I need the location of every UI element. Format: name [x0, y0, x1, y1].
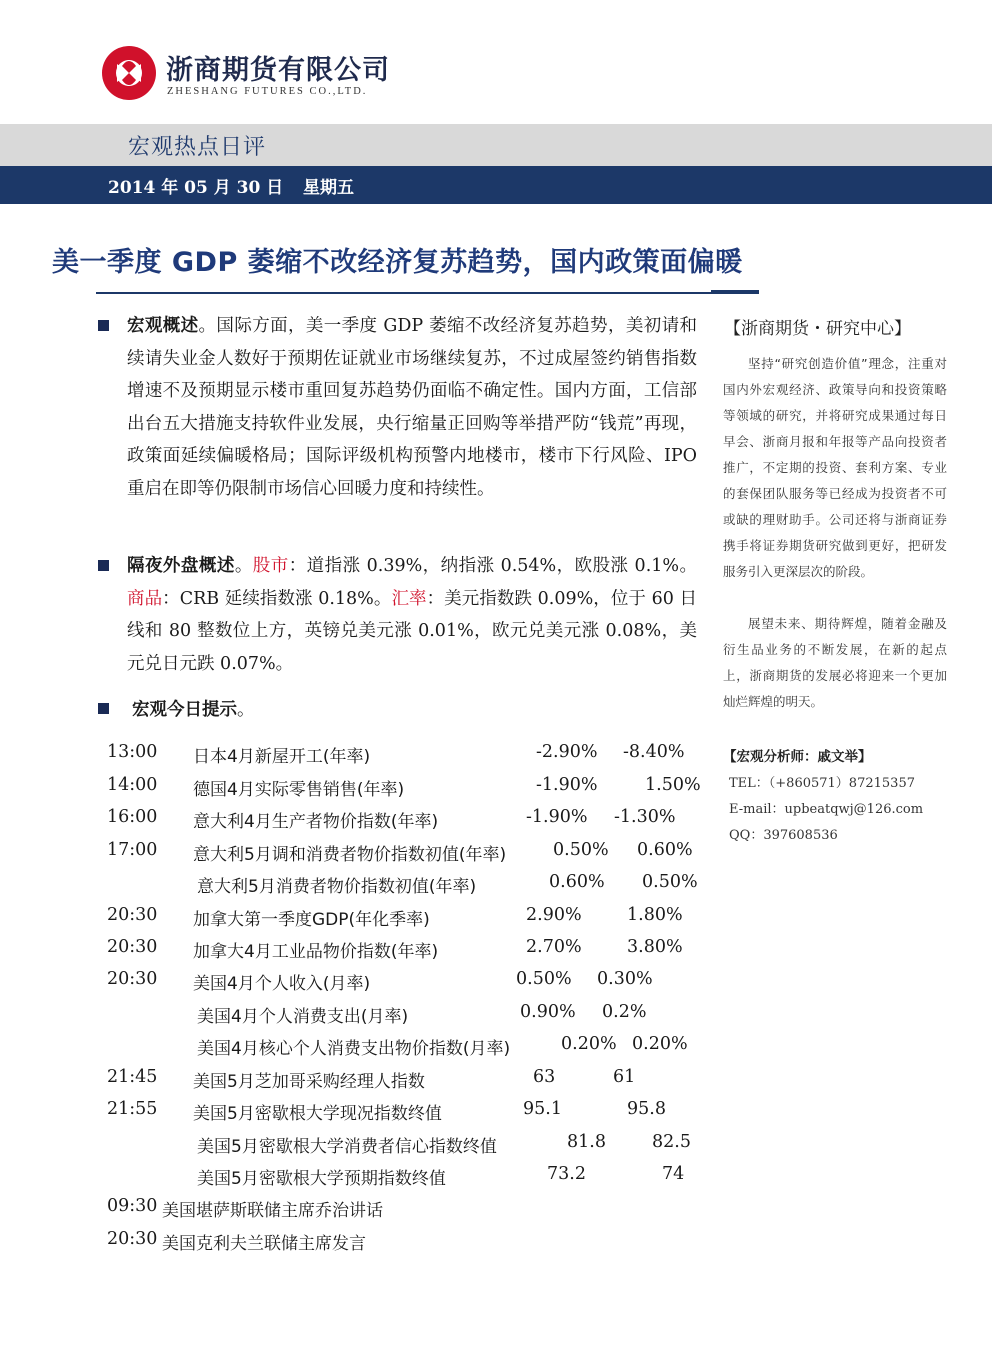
page-title: 美一季度 GDP 萎缩不改经济复苏趋势，国内政策面偏暖	[52, 247, 743, 278]
event-prev-value: 2.90%	[526, 905, 582, 925]
report-date: 2014 年 05 月 30 日	[108, 178, 284, 198]
fx-text: ：美元指数跌 0.09%，位于 60 日线和 80 整数位上方，英镑兑美元涨 0.01%，欧元兑美元涨 0.08%，美元兑日元跌 0.07%。	[127, 588, 698, 674]
analyst-phone: TEL：（+860571）87215357	[729, 776, 915, 791]
event-name: 加拿大4月工业品物价指数(年率)	[193, 942, 439, 962]
event-time: 21:45	[107, 1067, 158, 1087]
event-time: 16:00	[107, 807, 158, 827]
event-expected-value: -8.40%	[623, 742, 685, 762]
event-time: 21:55	[107, 1099, 158, 1119]
bullet-icon	[98, 703, 109, 714]
event-prev-value: 0.90%	[520, 1002, 576, 1022]
event-prev-value: 0.50%	[553, 840, 609, 860]
company-name-cn: 浙商期货有限公司	[166, 55, 390, 86]
bullet-icon	[98, 320, 109, 331]
sidebar-paragraph: 坚持“研究创造价值”理念，注重对国内外宏观经济、政策导向和投资策略等领域的研究，并将研究成果通过每日早会、浙商月报和年报等产品向投资者推广，不定期的投资、套利方案、专业的套保团队服务等已经成为投资者不可或缺的理财助手。公司还将与浙商证券携手将证券期货研究做到更好，把研发服务引入更深层次的阶段。	[723, 356, 947, 579]
today-heading-text: 宏观今日提示	[132, 700, 237, 720]
event-prev-value: 95.1	[523, 1099, 562, 1119]
event-prev-value: 63	[533, 1067, 556, 1087]
analyst-qq: QQ：397608536	[729, 828, 838, 843]
report-weekday: 星期五	[303, 178, 354, 198]
overnight-sep: 。	[234, 556, 253, 576]
event-time: 20:30	[107, 1229, 158, 1249]
event-name: 美国4月个人收入(月率)	[193, 974, 371, 994]
event-expected-value: 0.60%	[637, 840, 693, 860]
analyst-title: 【宏观分析师：戚文举】	[723, 749, 872, 765]
event-expected-value: -1.30%	[614, 807, 676, 827]
analyst-email[interactable]: E-mail：upbeatqwj@126.com	[729, 802, 924, 817]
commodity-label: 商品	[127, 588, 163, 609]
event-expected-value: 0.2%	[602, 1002, 647, 1022]
event-name: 美国5月密歇根大学预期指数终值	[197, 1169, 446, 1189]
event-expected-value: 0.20%	[632, 1034, 688, 1054]
event-name: 美国4月核心个人消费支出物价指数(月率)	[197, 1039, 511, 1059]
event-name: 加拿大第一季度GDP(年化季率)	[193, 910, 430, 930]
zheshang-logo-icon	[100, 44, 158, 102]
event-name: 意大利4月生产者物价指数(年率)	[193, 812, 439, 832]
bullet-icon	[98, 560, 109, 571]
event-expected-value: 0.50%	[642, 872, 698, 892]
event-name: 意大利5月消费者物价指数初值(年率)	[197, 877, 477, 897]
event-name: 美国堪萨斯联储主席乔治讲话	[162, 1201, 383, 1221]
event-prev-value: 2.70%	[526, 937, 582, 957]
macro-overview-paragraph	[127, 310, 697, 505]
title-divider-accent	[711, 290, 759, 294]
title-divider	[96, 292, 759, 294]
event-name: 美国4月个人消费支出(月率)	[197, 1007, 409, 1027]
event-expected-value: 82.5	[652, 1132, 691, 1152]
event-name: 美国克利夫兰联储主席发言	[162, 1234, 366, 1254]
event-expected-value: 0.30%	[597, 969, 653, 989]
macro-overview-text: 。国际方面，美一季度 GDP 萎缩不改经济复苏趋势，美初请和续请失业金人数好于预期佐证就业市场继续复苏，不过成屋签约销售指数增速不及预期显示楼市重回复苏趋势仍面临不确定性。国内方面，工信部出台五大措施支持软件业发展，央行缩量正回购等举措严防“钱荒”再现，政策面延续偏暖格局；国际评级机构预警内地楼市，楼市下行风险、IPO 重启在即等仍限制市场信心回暖力度和持续性。	[127, 316, 697, 499]
macro-overview-heading: 宏观概述	[127, 316, 199, 336]
event-prev-value: -1.90%	[536, 775, 598, 795]
event-prev-value: 0.20%	[561, 1034, 617, 1054]
event-prev-value: 73.2	[547, 1164, 586, 1184]
stocks-label: 股市	[252, 556, 289, 576]
event-name: 意大利5月调和消费者物价指数初值(年率)	[193, 845, 507, 865]
event-time: 14:00	[107, 775, 158, 795]
overnight-overview-paragraph	[127, 550, 697, 680]
event-prev-value: 0.50%	[516, 969, 572, 989]
report-type: 宏观热点日评	[128, 135, 267, 160]
event-time: 17:00	[107, 840, 158, 860]
event-name: 日本4月新屋开工(年率)	[193, 747, 371, 767]
commodity-text: ：CRB 延续指数涨 0.18%。	[162, 588, 392, 609]
today-heading	[132, 696, 255, 721]
today-heading-tail: 。	[237, 700, 255, 720]
event-time: 20:30	[107, 937, 158, 957]
event-expected-value: 1.50%	[645, 775, 701, 795]
sidebar-paragraph: 展望未来、期待辉煌，随着金融及衍生品业务的不断发展，在新的起点上，浙商期货的发展必将迎来一个更加灿烂辉煌的明天。	[723, 616, 947, 709]
event-expected-value: 95.8	[627, 1099, 666, 1119]
event-name: 德国4月实际零售销售(年率)	[193, 780, 405, 800]
event-expected-value: 3.80%	[627, 937, 683, 957]
event-prev-value: -1.90%	[526, 807, 588, 827]
event-name: 美国5月密歇根大学消费者信心指数终值	[197, 1137, 497, 1157]
overnight-heading: 隔夜外盘概述	[127, 556, 235, 576]
event-prev-value: 81.8	[567, 1132, 606, 1152]
event-time: 13:00	[107, 742, 158, 762]
company-name-en: ZHESHANG FUTURES CO.,LTD.	[167, 86, 368, 97]
event-time: 20:30	[107, 905, 158, 925]
sidebar-title: 【浙商期货・研究中心】	[724, 319, 911, 339]
event-expected-value: 1.80%	[627, 905, 683, 925]
fx-label: 汇率	[391, 588, 427, 609]
event-time: 20:30	[107, 969, 158, 989]
event-expected-value: 74	[662, 1164, 685, 1184]
event-prev-value: -2.90%	[536, 742, 598, 762]
event-prev-value: 0.60%	[549, 872, 605, 892]
stocks-text: ：道指涨 0.39%，纳指涨 0.54%，欧股涨 0.1%。	[288, 556, 697, 576]
event-time: 09:30	[107, 1196, 158, 1216]
event-name: 美国5月芝加哥采购经理人指数	[193, 1072, 425, 1092]
event-name: 美国5月密歇根大学现况指数终值	[193, 1104, 442, 1124]
event-expected-value: 61	[613, 1067, 636, 1087]
